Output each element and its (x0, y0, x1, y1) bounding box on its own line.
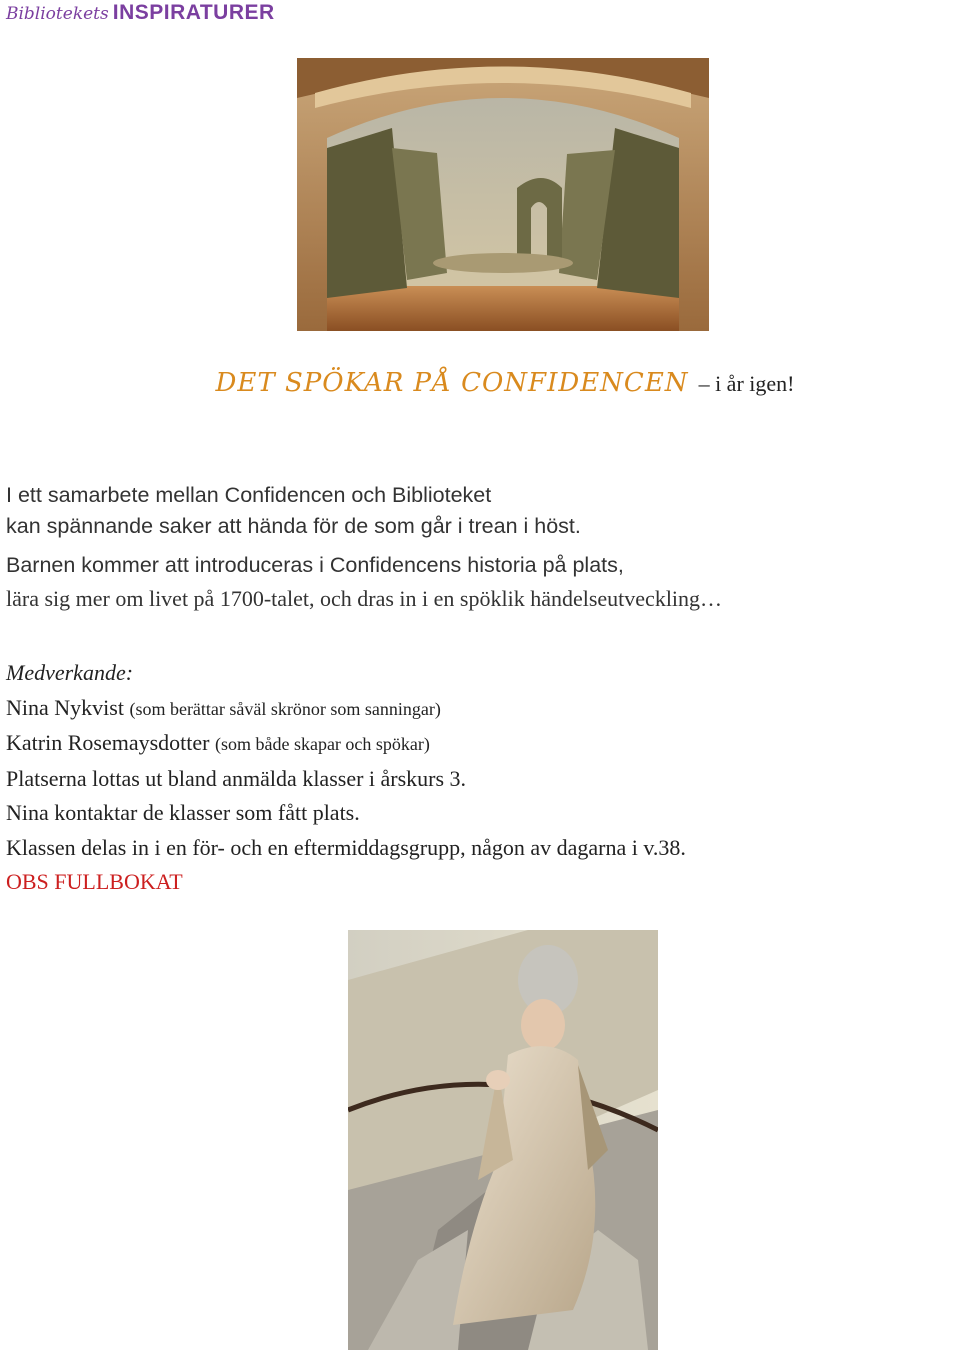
credits-section (6, 656, 686, 900)
intro-paragraph-2 (6, 548, 722, 616)
credits-label: Medverkande: (6, 660, 134, 685)
info-line: Platserna lottas ut bland anmälda klasser i årskurs 3. (6, 765, 467, 791)
event-heading (0, 368, 960, 398)
header-title: INSPIRATURER (112, 1, 275, 24)
event-title: DET SPÖKAR PÅ CONFIDENCEN (215, 368, 689, 398)
intro-line: I ett samarbete mellan Confidencen och Biblioteket (6, 483, 492, 507)
credit-line (6, 726, 686, 762)
info-line: Klassen delas in i en för- och en eftermiddagsgrupp, någon av dagarna i v.38. (6, 834, 686, 860)
intro-line: Barnen kommer att introduceras i Confidencens historia på plats, (6, 553, 624, 577)
credit-note: (som både skapar och spökar) (214, 734, 430, 754)
event-subtitle: – i år igen! (698, 371, 795, 396)
page-header (6, 0, 275, 26)
header-prefix: Bibliotekets (6, 4, 109, 24)
credit-name: Nina Nykvist (6, 694, 124, 720)
costumed-woman-photo (348, 930, 658, 1350)
intro-line: kan spännande saker att hända för de som går i trean i höst. (6, 514, 581, 538)
info-line: Nina kontaktar de klasser som fått plats. (6, 800, 360, 825)
theatre-stage-image (297, 58, 709, 331)
intro-line: lära sig mer om livet på 1700-talet, och dras in i en spöklik händelseutveckling… (6, 586, 723, 611)
intro-paragraph (6, 480, 581, 542)
status-fullbokat: OBS FULLBOKAT (6, 869, 183, 894)
credit-line (6, 691, 686, 727)
credit-note: (som berättar såväl skrönor som sanningar) (129, 698, 441, 719)
credit-name: Katrin Rosemaysdotter (6, 730, 210, 755)
